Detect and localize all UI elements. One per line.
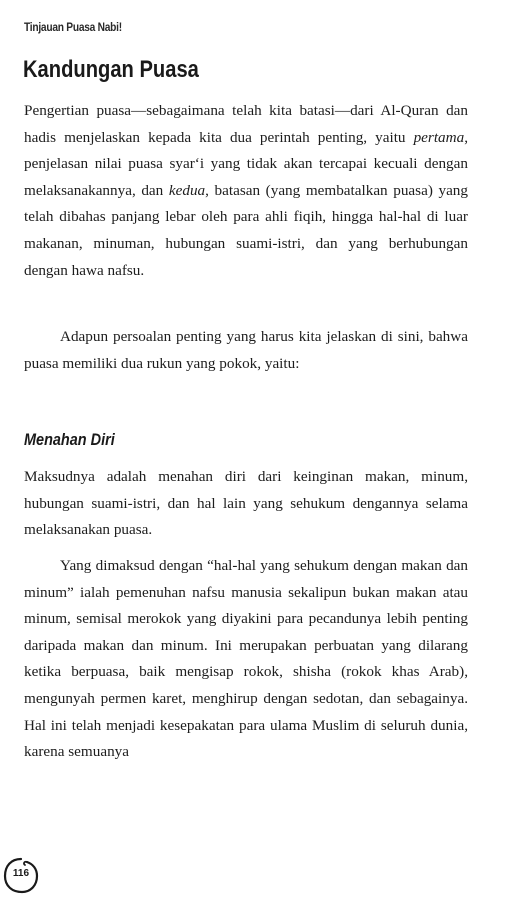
paragraph-intro-part-a: Pengertian puasa—sebagaimana telah kita batasi—dari Al-Quran dan hadis menjelaskan kepada kita dua perintah penting, yaitu (24, 102, 468, 146)
subsection-title: Menahan Diri (24, 430, 115, 449)
page-number: 116 (12, 868, 30, 879)
term-pertama: pertama (413, 128, 465, 146)
paragraph-explanation: Yang dimaksud dengan “hal-hal yang sehukum dengan makan dan minum” ialah pemenuhan nafsu manusia sekalipun bukan makan atau minum, semisal merokok yang diyakini para pecandunya lebih penting daripada makan dan minum. Ini merupakan perbuatan yang dilarang ketika berpuasa, baik mengisap rokok, shisha (rokok khas Arab), mengunyah permen karet, menghirup dengan sedotan, dan sebagainya. Hal ini telah menjadi kesepakatan para ulama Muslim di seluruh dunia, karena semuanya (24, 557, 468, 761)
paragraph-intro-part-c: , batasan (yang membatalkan puasa) yang telah dibahas panjang lebar oleh para ahli fiqih, hingga hal-hal di luar makanan, minuman, hubungan suami-istri, dan yang berhubungan dengan hawa nafsu. (24, 181, 468, 279)
section-title: Kandungan Puasa (23, 56, 199, 83)
running-head: Tinjauan Puasa Nabi! (24, 20, 122, 34)
paragraph-intro-part-b: , penjelasan nilai puasa syar‘i yang tidak akan tercapai kecuali dengan melaksanakannya, dan (24, 128, 468, 199)
page-number-badge (2, 856, 40, 894)
paragraph-rukun: Adapun persoalan penting yang harus kita jelaskan di sini, bahwa puasa memiliki dua rukun yang pokok, yaitu: (24, 328, 468, 372)
paragraph-intro (24, 98, 468, 284)
paragraph-definition: Maksudnya adalah menahan diri dari keinginan makan, minum, hubungan suami-istri, dan hal lain yang sehukum dengannya selama melaksanakan puasa. (24, 468, 468, 539)
term-kedua: kedua (168, 181, 206, 199)
